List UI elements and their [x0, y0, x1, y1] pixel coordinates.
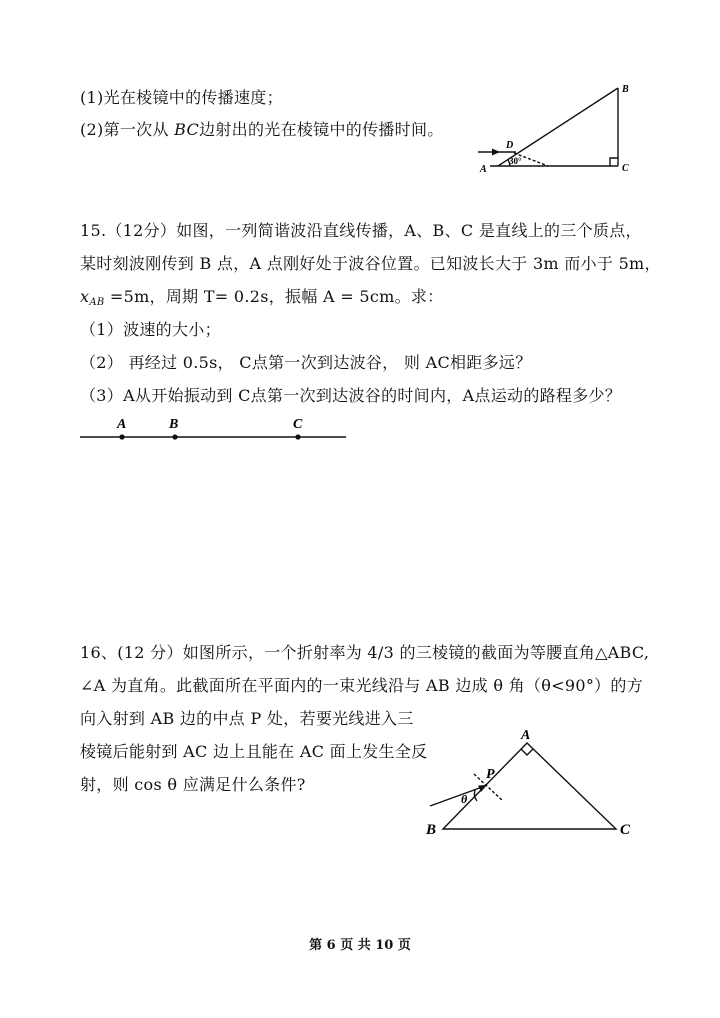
q15-part1: （1）波速的大小；: [80, 320, 221, 339]
q16-line5: 射，则 cos θ 应满足什么条件?: [80, 775, 306, 794]
q14-part2-pre: (2)第一次从: [80, 120, 175, 139]
q16-line1: 16、(12 分）如图所示，一个折射率为 4/3 的三棱镜的截面为等腰直角△ABC,: [80, 643, 650, 662]
q16-line2: ∠A 为直角。此截面所在平面内的一束光线沿与 AB 边成 θ 角（θ<90°）的方: [80, 676, 644, 695]
q15-part2: （2） 再经过 0.5s， C点第一次到达波谷， 则 AC相距多远？: [80, 353, 532, 372]
q15-line2: 某时刻波刚传到 B 点，A 点刚好处于波谷位置。已知波长大于 3m 而小于 5m，: [80, 254, 661, 273]
q16-line3: 向入射到 AB 边的中点 P 处，若要光线进入三: [80, 709, 414, 728]
q16-incident-ray: [430, 786, 485, 806]
q14-label-c: C: [622, 163, 629, 174]
q15-line1: 15.（12分）如图，一列简谐波沿直线传播，A、B、C 是直线上的三个质点，: [80, 221, 642, 240]
q14-part1: (1)光在棱镜中的传播速度；: [80, 88, 283, 107]
q15-label-c: C: [293, 417, 303, 432]
q14-part2-post: 边射出的光在棱镜中的传播时间。: [199, 120, 444, 139]
q16-label-theta: θ: [461, 792, 468, 806]
q16-label-c: C: [620, 822, 631, 838]
q16-right-angle: [521, 749, 533, 755]
q14-part2-var: BC: [174, 120, 200, 139]
q16-label-p: P: [486, 767, 495, 782]
q15-label-a: A: [117, 417, 127, 432]
q14-label-b: B: [622, 84, 629, 95]
q16-label-b: B: [426, 822, 437, 838]
q15-x-var: x: [80, 287, 90, 306]
q15-line3-post: =5m，周期 T= 0.2s，振幅 A = 5cm。求：: [104, 287, 444, 306]
q16-label-a: A: [521, 728, 531, 743]
q16-triangle: [443, 743, 616, 829]
q14-label-a: A: [480, 164, 487, 175]
q15-part3: （3）A从开始振动到 C点第一次到达波谷的时间内，A点运动的路程多少？: [80, 386, 622, 405]
q16-line4: 棱镜后能射到 AC 边上且能在 AC 面上发生全反: [80, 742, 428, 761]
q15-label-b: B: [169, 417, 179, 432]
q14-label-angle: 30°: [509, 156, 522, 166]
q14-label-d: D: [506, 140, 514, 151]
page-footer: 第 6 页 共 10 页: [309, 938, 411, 953]
q15-x-sub: AB: [89, 297, 105, 308]
